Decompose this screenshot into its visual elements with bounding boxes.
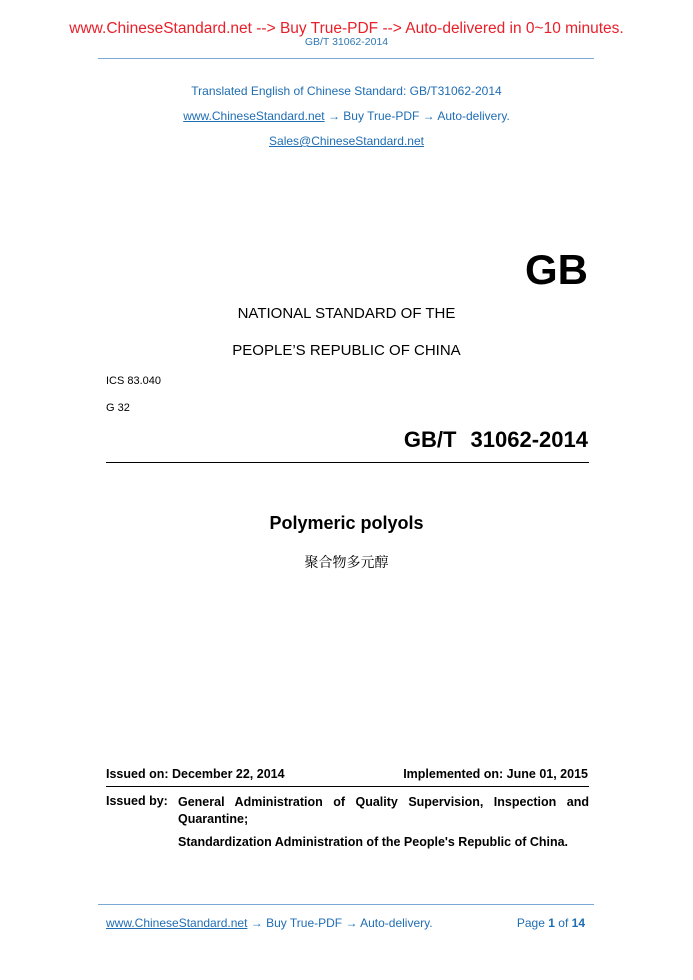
header-divider bbox=[98, 58, 594, 59]
title-english: Polymeric polyols bbox=[269, 513, 424, 533]
page-word: Page bbox=[516, 916, 545, 930]
promo-banner[interactable]: www.ChineseStandard.net --> Buy True-PDF --> Auto-delivered in 0~10 minutes. bbox=[69, 20, 624, 37]
footer-link-line bbox=[106, 916, 433, 930]
issuers-block bbox=[178, 794, 589, 857]
running-header: GB/T 31062-2014 bbox=[304, 36, 389, 48]
site-link[interactable]: www.ChineseStandard.net bbox=[183, 109, 325, 123]
footer-site-link[interactable]: www.ChineseStandard.net bbox=[106, 916, 248, 930]
implemented-on-date: Implemented on: June 01, 2015 bbox=[403, 767, 588, 781]
page-number: 1 bbox=[548, 916, 555, 930]
translation-note: Translated English of Chinese Standard: GB/T31062-2014 bbox=[191, 84, 502, 98]
total-pages: 14 bbox=[571, 916, 585, 930]
footer-divider bbox=[98, 904, 594, 905]
classification-code: G 32 bbox=[106, 402, 130, 414]
title-divider bbox=[106, 462, 589, 463]
gb-mark: GB bbox=[525, 246, 588, 293]
ics-code: ICS 83.040 bbox=[106, 375, 162, 387]
intro-link-line bbox=[0, 109, 693, 123]
sales-email-link[interactable]: Sales@ChineseStandard.net bbox=[269, 134, 424, 148]
national-standard-line-2: PEOPLE’S REPUBLIC OF CHINA bbox=[232, 342, 461, 359]
buy-text: → Buy True-PDF → Auto-delivery. bbox=[324, 109, 510, 123]
issued-by-label: Issued by: bbox=[106, 794, 168, 808]
issuer-sac: Standardization Administration of the People's Republic of China. bbox=[178, 835, 569, 849]
of-word: of bbox=[558, 916, 569, 930]
issued-on-date: Issued on: December 22, 2014 bbox=[106, 767, 285, 781]
dates-divider bbox=[106, 786, 589, 787]
issuer-aqsiq: General Administration of Quality Supervision, Inspection and Quarantine; bbox=[178, 795, 589, 826]
title-chinese: 聚合物多元醇 bbox=[304, 555, 389, 571]
page-indicator bbox=[517, 916, 585, 930]
standard-number: GB/T 31062-2014 bbox=[403, 427, 588, 452]
footer-buy-text: → Buy True-PDF → Auto-delivery. bbox=[247, 916, 433, 930]
national-standard-line-1: NATIONAL STANDARD OF THE bbox=[237, 305, 456, 322]
